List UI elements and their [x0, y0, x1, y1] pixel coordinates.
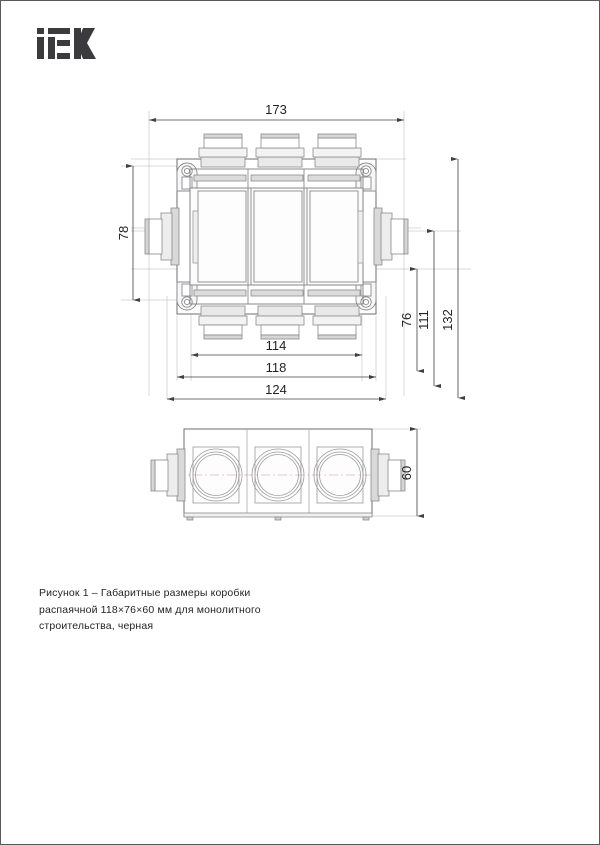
dimension-label-76: 76	[399, 312, 414, 328]
figure-caption	[39, 585, 339, 635]
dimension-label-132: 132	[440, 309, 455, 331]
dimension-line-173	[149, 102, 404, 120]
dimension-line-132	[440, 159, 458, 398]
dimension-label-124: 124	[265, 382, 287, 397]
dimension-label-111: 111	[416, 310, 431, 330]
dimension-label-118: 118	[265, 360, 287, 375]
figure-caption-line-2: распаячной 118×76×60 мм для монолитного	[39, 603, 261, 616]
dimension-line-60	[399, 429, 417, 516]
dimension-line-118	[177, 360, 376, 377]
dimension-line-111	[416, 231, 434, 386]
side-view-group	[151, 429, 421, 520]
dimension-line-114	[191, 338, 362, 355]
figure-caption-line-3: строительства, черная	[39, 620, 154, 632]
dimension-line-78	[116, 166, 133, 300]
dimension-label-60: 60	[399, 465, 414, 481]
iek-logo	[37, 25, 117, 65]
figure-caption-line-1: Рисунок 1 – Габаритные размеры коробки	[39, 587, 251, 599]
technical-drawing	[1, 81, 600, 581]
dimension-label-78: 78	[116, 225, 131, 241]
dimension-label-173: 173	[265, 102, 287, 117]
dimension-line-76	[399, 269, 417, 371]
dimension-line-124	[167, 382, 386, 399]
dimension-label-114: 114	[265, 338, 287, 353]
